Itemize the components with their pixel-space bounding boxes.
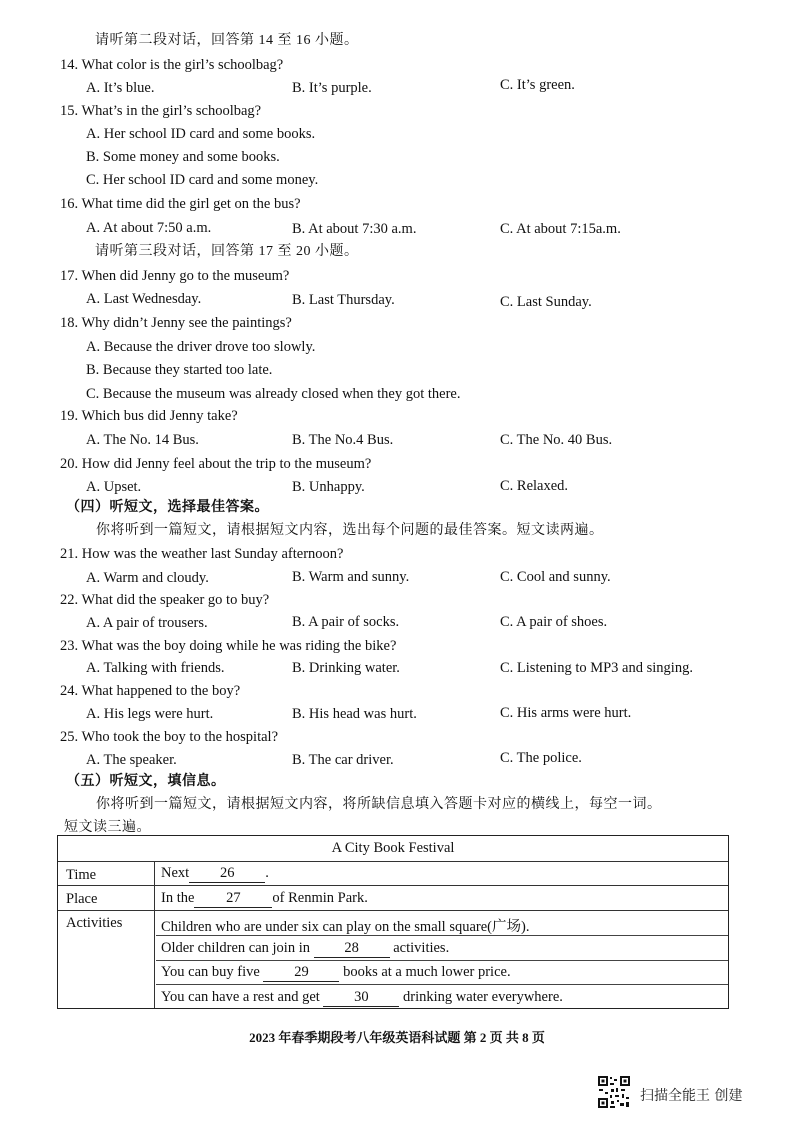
q22-option-c: C. A pair of shoes. <box>500 614 608 630</box>
q19-option-a: A. The No. 14 Bus. <box>86 432 199 448</box>
activities-label: Activities <box>66 915 123 931</box>
q15-text: 15. What’s in the girl’s schoolbag? <box>60 103 262 119</box>
part4-heading: （四）听短文，选择最佳答案。 <box>66 500 269 515</box>
q17-option-a: A. Last Wednesday. <box>86 291 202 307</box>
q16-option-c: C. At about 7:15a.m. <box>500 221 621 237</box>
place-label: Place <box>66 891 98 907</box>
part5-instructions: 你将听到一篇短文，请根据短文内容，将所缺信息填入答题卡对应的横线上，每空一词。 <box>96 797 662 812</box>
part4-instructions: 你将听到一篇短文，请根据短文内容，选出每个问题的最佳答案。短文读两遍。 <box>96 523 604 538</box>
q25-option-b: B. The car driver. <box>292 752 394 768</box>
q14-text: 14. What color is the girl’s schoolbag? <box>60 57 284 73</box>
q18-option-c: C. Because the museum was already closed when they got there. <box>86 386 461 402</box>
q25-text: 25. Who took the boy to the hospital? <box>60 729 279 745</box>
q17-text: 17. When did Jenny go to the museum? <box>60 268 290 284</box>
q23-option-a: A. Talking with friends. <box>86 660 225 676</box>
activity-2: Older children can join in 28 activities. <box>161 940 450 956</box>
q21-option-a: A. Warm and cloudy. <box>86 570 209 586</box>
q20-text: 20. How did Jenny feel about the trip to the museum? <box>60 456 372 472</box>
blank-28: 28 <box>314 940 390 958</box>
q20-option-a: A. Upset. <box>86 479 142 495</box>
blank-29: 29 <box>263 964 339 982</box>
part5-instructions-cont: 短文读三遍。 <box>64 820 151 835</box>
q15-option-a: A. Her school ID card and some books. <box>86 126 316 142</box>
q19-option-b: B. The No.4 Bus. <box>292 432 394 448</box>
q18-option-b: B. Because they started too late. <box>86 362 273 378</box>
q18-option-a: A. Because the driver drove too slowly. <box>86 339 316 355</box>
section2-prompt: 请听第二段对话，回答第 14 至 16 小题。 <box>95 33 359 48</box>
time-label: Time <box>66 867 97 883</box>
q23-text: 23. What was the boy doing while he was riding the bike? <box>60 638 397 654</box>
q20-option-c: C. Relaxed. <box>500 478 569 494</box>
place-row: In the 27 of Renmin Park. <box>161 890 368 906</box>
q21-option-c: C. Cool and sunny. <box>500 569 611 585</box>
q18-text: 18. Why didn’t Jenny see the paintings? <box>60 315 292 331</box>
qr-code-icon <box>597 1075 631 1109</box>
q14-option-c: C. It’s green. <box>500 77 575 93</box>
table-title: A City Book Festival <box>331 840 455 856</box>
q16-option-b: B. At about 7:30 a.m. <box>292 221 417 237</box>
q19-option-c: C. The No. 40 Bus. <box>500 432 613 448</box>
blank-30: 30 <box>323 989 399 1007</box>
activity-1: Children who are under six can play on the small square(广场). <box>161 919 530 935</box>
book-festival-table <box>57 835 729 1009</box>
q14-option-a: A. It’s blue. <box>86 80 155 96</box>
q24-text: 24. What happened to the boy? <box>60 683 241 699</box>
q14-option-b: B. It’s purple. <box>292 80 372 96</box>
q21-option-b: B. Warm and sunny. <box>292 569 410 585</box>
q23-option-c: C. Listening to MP3 and singing. <box>500 660 693 676</box>
blank-26: 26 <box>189 865 265 883</box>
q22-text: 22. What did the speaker go to buy? <box>60 592 270 608</box>
q24-option-a: A. His legs were hurt. <box>86 706 214 722</box>
q22-option-b: B. A pair of socks. <box>292 614 400 630</box>
q25-option-c: C. The police. <box>500 750 582 766</box>
q15-option-c: C. Her school ID card and some money. <box>86 172 319 188</box>
section3-prompt: 请听第三段对话，回答第 17 至 20 小题。 <box>95 244 359 259</box>
part5-heading: （五）听短文，填信息。 <box>66 774 226 789</box>
q23-option-b: B. Drinking water. <box>292 660 400 676</box>
activity-4: You can have a rest and get 30 drinking water everywhere. <box>161 989 563 1005</box>
q24-option-c: C. His arms were hurt. <box>500 705 632 721</box>
time-row: Next 26 . <box>161 865 269 881</box>
q22-option-a: A. A pair of trousers. <box>86 615 208 631</box>
q19-text: 19. Which bus did Jenny take? <box>60 408 238 424</box>
q25-option-a: A. The speaker. <box>86 752 177 768</box>
page-footer: 2023 年春季期段考八年级英语科试题 第 2 页 共 8 页 <box>249 1030 545 1045</box>
q20-option-b: B. Unhappy. <box>292 479 365 495</box>
q17-option-c: C. Last Sunday. <box>500 294 592 310</box>
scanner-watermark: 扫描全能王 创建 <box>640 1088 743 1104</box>
q15-option-b: B. Some money and some books. <box>86 149 280 165</box>
q16-text: 16. What time did the girl get on the bus? <box>60 196 301 212</box>
activity-3: You can buy five 29 books at a much lower price. <box>161 964 511 980</box>
q24-option-b: B. His head was hurt. <box>292 706 417 722</box>
q21-text: 21. How was the weather last Sunday afternoon? <box>60 546 344 562</box>
blank-27: 27 <box>194 890 272 908</box>
q17-option-b: B. Last Thursday. <box>292 292 395 308</box>
q16-option-a: A. At about 7:50 a.m. <box>86 220 212 236</box>
